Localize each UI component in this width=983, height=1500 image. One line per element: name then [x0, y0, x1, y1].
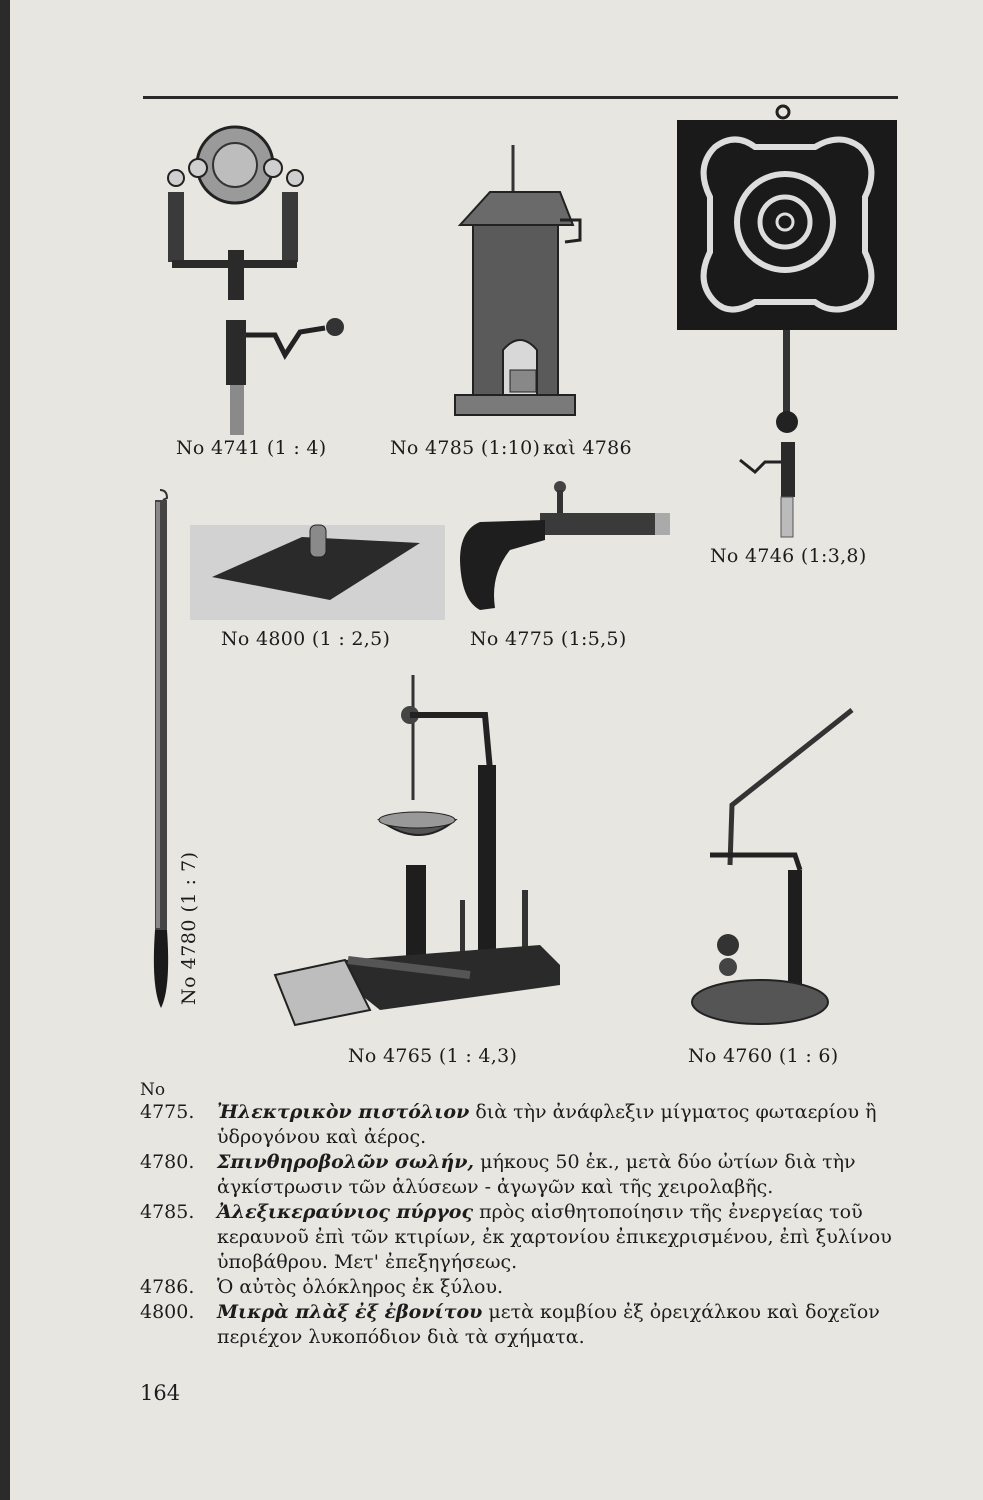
header-rule — [143, 96, 898, 99]
entry-description: μήκους 50 ἑκ., μετὰ δύο ὠτίων διὰ τὴν ἀγκίστρωσιν τῶν ἁλύσεων - ἀγωγῶν καὶ τῆς χειρολαβῆς. — [217, 1151, 856, 1198]
entry-number: 4800. — [140, 1301, 195, 1323]
caption-4746: No 4746 (1:3,8) — [710, 545, 867, 567]
caption-4765: No 4765 (1 : 4,3) — [348, 1045, 518, 1067]
entry-title: Ἀλεξικεραύνιος πύργος — [217, 1201, 474, 1223]
figure-4741-illustration — [140, 110, 360, 440]
catalog-entry — [140, 1200, 900, 1275]
catalog-entry — [140, 1300, 900, 1350]
page-number: 164 — [140, 1381, 181, 1405]
entry-number: 4786. — [140, 1276, 195, 1298]
entry-description: Ὁ αὐτὸς ὁλόκληρος ἐκ ξύλου. — [217, 1276, 504, 1298]
catalog-entry — [140, 1150, 900, 1200]
caption-4760: No 4760 (1 : 6) — [688, 1045, 839, 1067]
caption-4775: No 4775 (1:5,5) — [470, 628, 627, 650]
entry-description: πρὸς αἰσθητοποίησιν τῆς ἐνεργείας τοῦ κεραυνοῦ ἐπὶ τῶν κτιρίων, ἐκ χαρτονίου ἐπικεχρισμένου, ἐπὶ ξυλίνου ὑποβάθρου. Μετ' ἐπεξηγήσεως. — [217, 1201, 892, 1273]
figure-4765-illustration — [260, 670, 630, 1030]
caption-4741: No 4741 (1 : 4) — [176, 437, 327, 459]
entry-description: διὰ τὴν ἀνάφλεξιν μίγματος φωταερίου ἢ ὑδρογόνου καὶ ἀέρος. — [217, 1101, 877, 1148]
entry-number: 4775. — [140, 1101, 195, 1123]
entry-description: μετὰ κομβίου ἐξ ὀρειχάλκου καὶ δοχεῖον περιέχον λυκοπόδιον διὰ τὰ σχήματα. — [217, 1301, 880, 1348]
figure-4775-illustration — [455, 480, 675, 615]
figure-4785-illustration — [415, 140, 585, 430]
entry-number: 4785. — [140, 1201, 195, 1223]
catalog-number-header: No — [140, 1080, 166, 1100]
figure-4760-illustration — [690, 705, 860, 1035]
page-edge — [0, 0, 10, 1500]
figure-4746-illustration — [675, 102, 900, 542]
catalog-entries — [140, 1100, 900, 1350]
catalog-entry — [140, 1100, 900, 1150]
catalog-entry — [140, 1275, 900, 1300]
caption-4780: No 4780 (1 : 7) — [178, 851, 200, 1005]
caption-4785: No 4785 (1:10) — [390, 437, 541, 459]
entry-number: 4780. — [140, 1151, 195, 1173]
entry-title: Ἠλεκτρικὸν πιστόλιον — [217, 1101, 470, 1123]
caption-4800: No 4800 (1 : 2,5) — [221, 628, 391, 650]
figure-4800-illustration — [190, 515, 445, 620]
entry-title: Μικρὰ πλὰξ ἐξ ἐβονίτου — [217, 1301, 483, 1323]
entry-title: Σπινθηροβολῶν σωλήν, — [217, 1151, 475, 1173]
caption-4785-and: καὶ 4786 — [543, 437, 632, 459]
figure-4780-illustration — [145, 488, 175, 1018]
